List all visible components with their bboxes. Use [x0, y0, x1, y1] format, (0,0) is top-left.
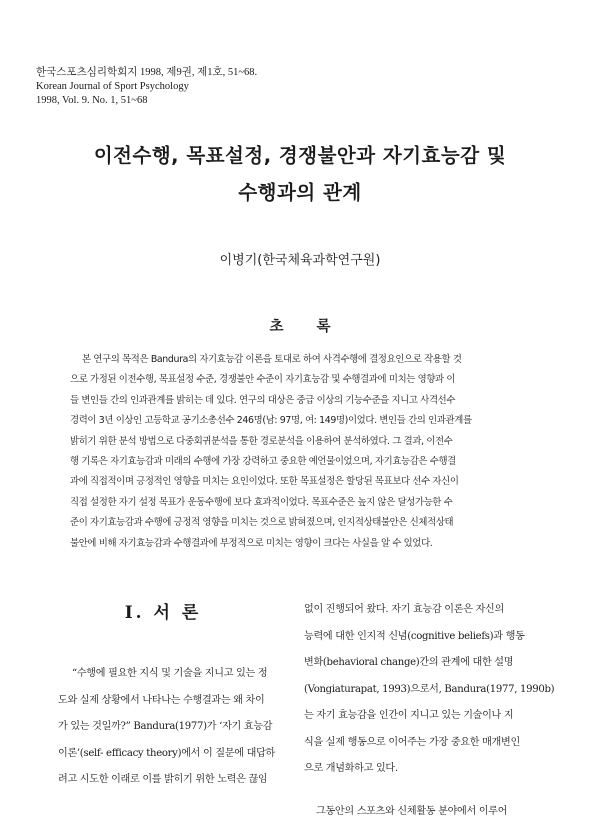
abstract-line: 불안에 비해 자기효능감과 수행결과에 부정적으로 미치는 영향이 크다는 사실을 알 수 있었다.	[70, 537, 433, 549]
journal-citation	[36, 66, 436, 108]
body-line: 식을 실제 행동으로 이어주는 가장 중요한 매개변인	[304, 736, 520, 748]
abstract-line: 과에 직접적이며 긍정적인 영향을 미치는 요인이었다. 또한 목표설정은 할당된 목표보다 선수 자신이	[70, 476, 459, 488]
abstract-line: 준이 자기효능감과 수행에 긍정적 영향을 미치는 것으로 밝혀졌으며, 인지적상태불안은 신체적상태	[70, 517, 454, 529]
body-line: 없이 진행되어 왔다. 자기 효능감 이론은 자신의	[304, 604, 504, 615]
paper-title-line1: 이전수행, 목표설정, 경쟁불안과 자기효능감 및	[93, 144, 507, 167]
body-line: 가 있는 것일까?” Bandura(1977)가 ‘자기 효능감	[58, 721, 273, 732]
body-line: 능력에 대한 인지적 신념(cognitive beliefs)과 행동	[304, 630, 525, 642]
abstract-heading: 초 록	[269, 319, 345, 335]
journal-citation-korean: 한국스포츠심리학회지 1998, 제9권, 제1호, 51~68.	[36, 67, 258, 78]
abstract-body	[70, 350, 532, 554]
section-heading-introduction: Ⅰ. 서 론	[124, 603, 202, 623]
journal-citation-volume: 1998, Vol. 9. No. 1, 51~68	[36, 95, 148, 106]
abstract-line: 밝히기 위한 분석 방법으로 다중회귀분석을 통한 경로분석을 이용하여 분석하였다. 그 결과, 이전수	[70, 435, 453, 447]
body-line: (Vongiaturapat, 1993)으로서, Bandura(1977, 1990b)	[304, 683, 555, 695]
abstract-line: 들 변인들 간의 인과관계를 밝히는 데 있다. 연구의 대상은 중급 이상의 기능수준을 지니고 사격선수	[70, 394, 456, 406]
abstract-line: 직접 설정한 자기 설정 목표가 운동수행에 보다 효과적이었다. 목표수준은 높지 않은 달성가능한 수	[70, 496, 453, 508]
journal-citation-english: Korean Journal of Sport Psychology	[36, 81, 189, 92]
author-affiliation: 이병기(한국체육과학연구원)	[219, 253, 381, 268]
abstract-line: 경력이 3년 이상인 고등학교 공기소총선수 246명(남: 97명, 여: 149명)이었다. 변인들 간의 인과관계를	[70, 415, 472, 427]
paper-title-line2: 수행과의 관계	[238, 181, 362, 204]
body-line: 그동안의 스포츠와 신체활동 분야에서 이루어	[316, 805, 508, 817]
abstract-line: 본 연구의 목적은 Bandura의 자기효능감 이론을 토대로 하여 사격수행에 결정요인으로 작용할 것	[82, 354, 462, 365]
body-line: 이론’(self- efficacy theory)에서 이 질문에 대답하	[58, 747, 275, 759]
body-line: 도와 실제 상황에서 나타나는 수행결과는 왜 차이	[58, 694, 265, 706]
body-line: 으로 개념화하고 있다.	[304, 763, 398, 774]
body-column-left	[58, 661, 290, 794]
body-line: 려고 시도한 이래로 이를 밝히기 위한 노력은 끊임	[58, 774, 268, 785]
body-line: 변화(behavioral change)간의 관계에 대한 설명	[304, 657, 514, 668]
body-line: 는 자기 효능감을 인간이 지니고 있는 기술이나 지	[304, 710, 514, 721]
abstract-line: 행 기록은 자기효능감과 미래의 수행에 가장 강력하고 중요한 예언물이었으며, 자기효능감은 수행결	[70, 455, 456, 467]
body-line: “수행에 필요한 지식 및 기술을 지니고 있는 정	[72, 668, 268, 679]
abstract-line: 으로 가정된 이전수행, 목표설정 수준, 경쟁불안 수준이 자기효능감 및 수행결과에 미치는 영향과 이	[70, 374, 456, 386]
body-column-right	[304, 597, 564, 825]
